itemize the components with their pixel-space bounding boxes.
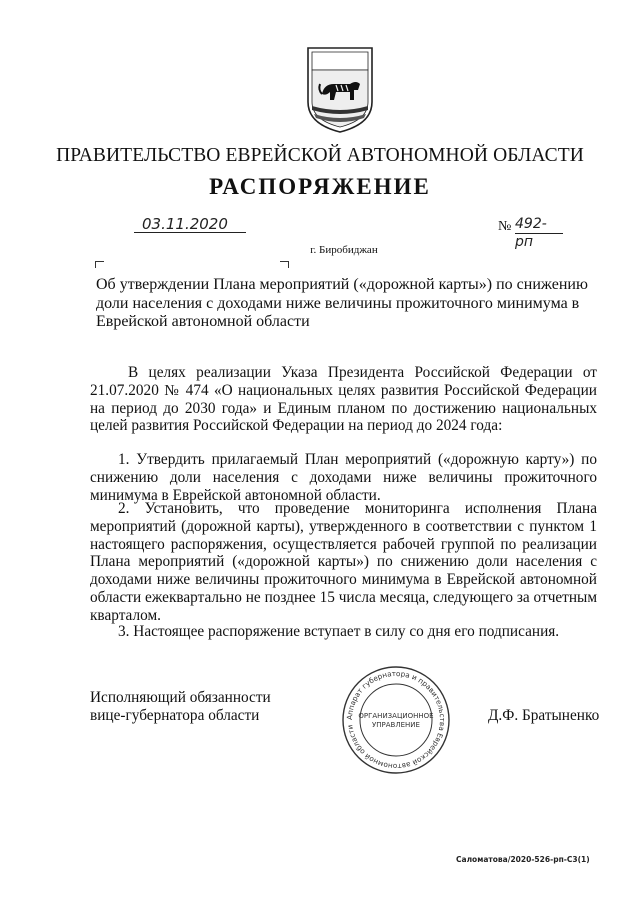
subject-bracket-right (280, 261, 289, 268)
body-item-3: 3. Настоящее распоряжение вступает в силу со дня его подписания. (118, 623, 560, 640)
body-item-2: 2. Установить, что проведение мониторинга исполнения Плана мероприятий (дорожной карты), утвержденного в соответствии с пунктом 1 настоящего распоряжения, осуществляется рабочей группой по реализации Плана мероприятий («дорожной карты») по снижению доли населения с доходами ниже величины прожиточного минимума в Еврейской автономной области ежеквартально не позднее 15 числа месяца, следующего за отчетным кварталом. (90, 500, 597, 624)
stamp-center-line-1: ОРГАНИЗАЦИОННОЕ (358, 712, 434, 720)
document-date: 03.11.2020 (134, 215, 246, 233)
official-stamp (340, 664, 452, 776)
subject-bracket-left (95, 261, 104, 268)
signer-position-line-2: вице-губернатора области (90, 707, 260, 724)
document-type-heading: РАСПОРЯЖЕНИЕ (209, 174, 431, 199)
document-subject: Об утверждении Плана мероприятий («дорожной карты») по снижению доли населения с доходами ниже величины прожиточного минимума в Еврейской автономной области (96, 276, 588, 330)
signer-position-line-1: Исполняющий обязанности (90, 689, 271, 706)
document-number: 492-рп (515, 215, 563, 234)
number-label: № (498, 219, 512, 234)
signer-position (90, 689, 271, 725)
city-line: г. Биробиджан (310, 244, 378, 256)
government-title: ПРАВИТЕЛЬСТВО ЕВРЕЙСКОЙ АВТОНОМНОЙ ОБЛАСТИ (56, 145, 584, 166)
stamp-ring-text: Аппарат губернатора и правительства Еврейской автономной области (344, 668, 448, 772)
signer-name: Д.Ф. Братыненко (488, 707, 600, 724)
stamp-center-line-2: УПРАВЛЕНИЕ (372, 721, 420, 729)
footer-document-code: Саломатова/2020-526-рп-С3(1) (456, 855, 590, 864)
body-intro-paragraph: В целях реализации Указа Президента Российской Федерации от 21.07.2020 № 474 «О национальных целях развития Российской Федерации на период до 2030 года» и Единым планом по достижению национальных целей развития Российской Федерации на период до 2024 года: (90, 364, 597, 435)
body-item-1: 1. Утвердить прилагаемый План мероприятий («дорожную карту») по снижению доли населения с доходами ниже величины прожиточного минимума в Еврейской автономной области. (90, 451, 597, 504)
coat-of-arms-emblem (300, 44, 380, 136)
